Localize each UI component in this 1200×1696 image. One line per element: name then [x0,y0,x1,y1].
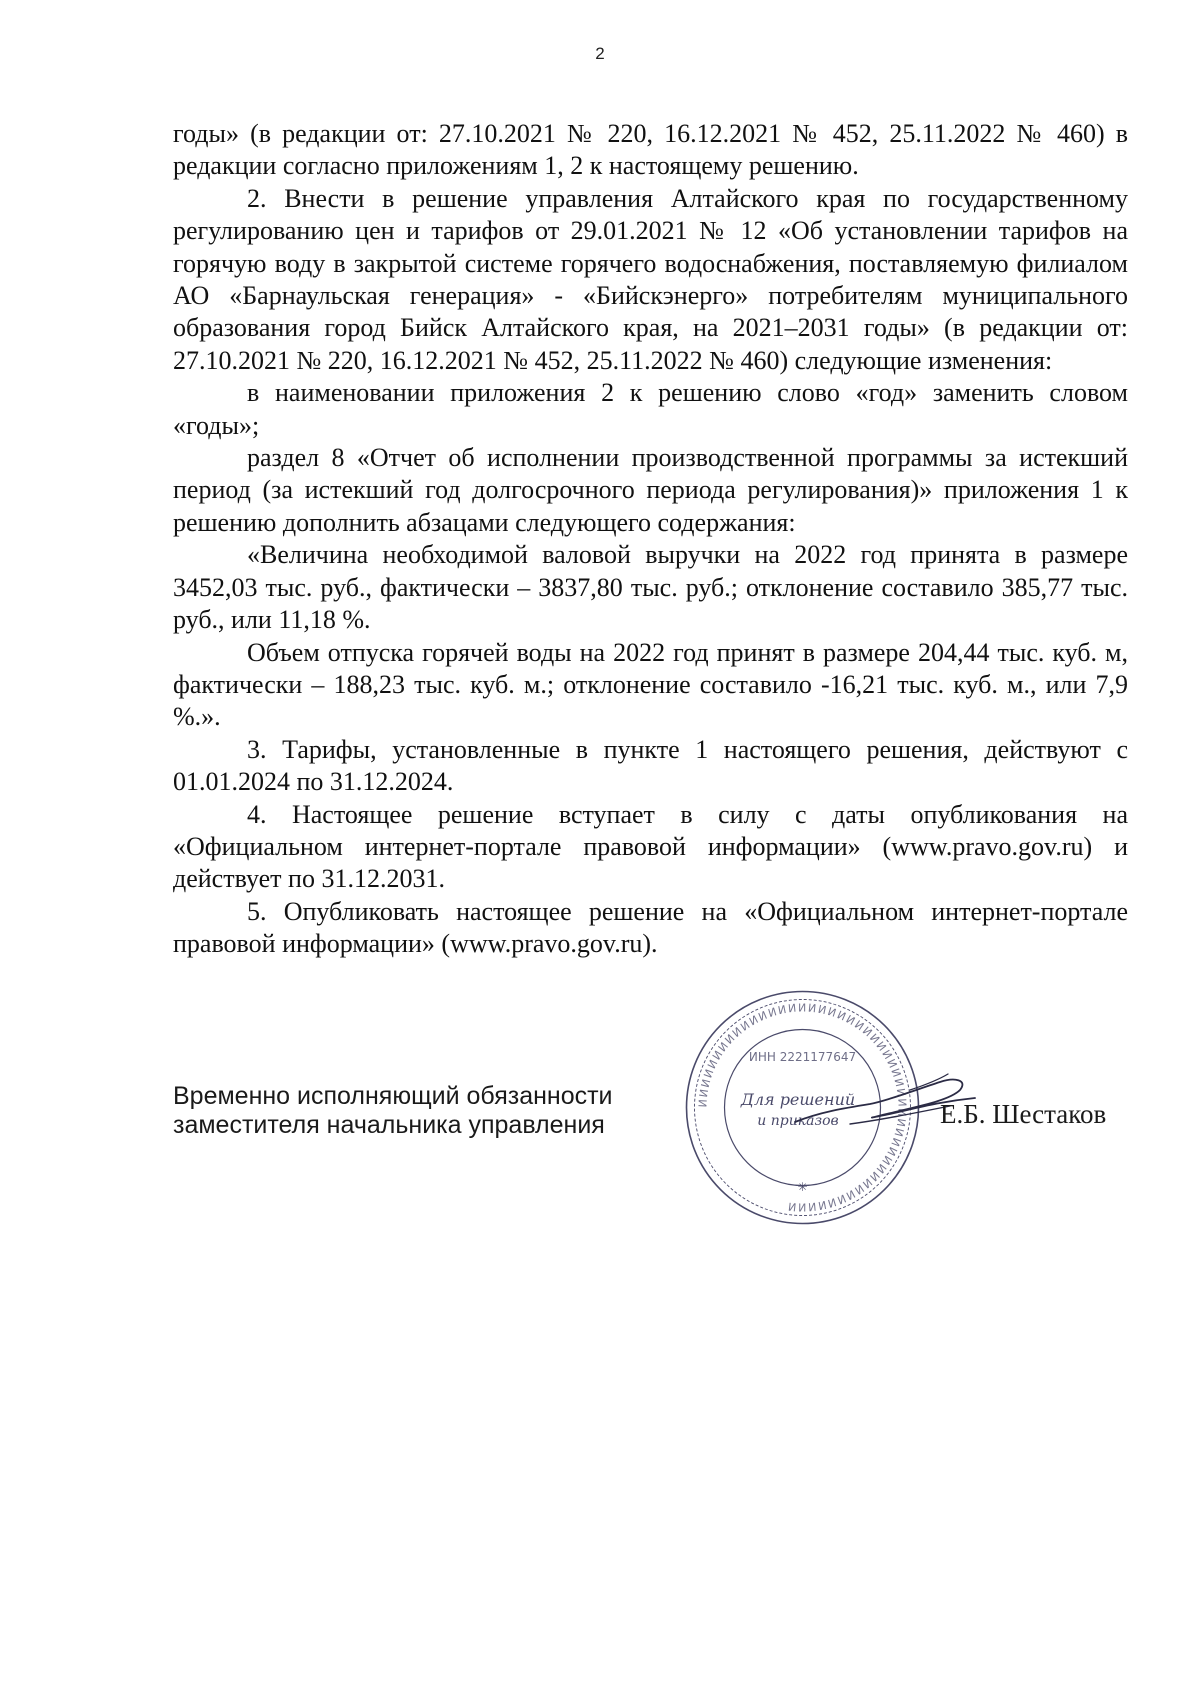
paragraph-item-3: 3. Тарифы, установленные в пункте 1 настоящего решения, действуют с 01.01.2024 по 31.12.2024. [173,734,1128,797]
svg-text:✳: ✳ [797,1180,808,1194]
paragraph-item-4: 4. Настоящее решение вступает в силу с даты опубликования на «Официальном интернет-портале правовой информации» (www.pravo.gov.ru) и действует по 31.12.2031. [173,799,1128,894]
document-body [173,118,1128,961]
stamp-text-line1: Для решений [740,1090,856,1109]
stamp-text-line2: и приказов [757,1113,839,1129]
paragraph-amendment-section: раздел 8 «Отчет об исполнении производственной программы за истекший период (за истекший год долгосрочного периода регулирования)» приложения 1 к решению дополнить абзацами следующего содержания: [173,443,1128,537]
signatory-position-line2: заместителя начальника управления [173,1111,605,1139]
paragraph-item-5: 5. Опубликовать настоящее решение на «Официальном интернет-портале правовой информации» (www.pravo.gov.ru). [173,896,1128,959]
page-number: 2 [595,44,605,63]
paragraph-volume: Объем отпуска горячей воды на 2022 год принят в размере 204,44 тыс. куб. м, фактически – 188,23 тыс. куб. м.; отклонение составило -16,21 тыс. куб. м., или 7,9 %.». [173,637,1128,732]
paragraph-item-2: 2. Внести в решение управления Алтайского края по государственному регулированию цен и тарифов от 29.01.2021 № 12 «Об установлении тарифов на горячую воду в закрытой системе горячего водоснабжения, поставляемую филиалом АО «Барнаульская генерация» - «Бийскэнерго» потребителям муниципального образования город Бийск Алтайского края, на 2021–2031 годы» (в редакции от: 27.10.2021 № 220, 16.12.2021 № 452, 25.11.2022 № 460) следующие изменения: [173,183,1128,375]
signatory-position-line1: Временно исполняющий обязанности [173,1082,613,1110]
paragraph-continuation: годы» (в редакции от: 27.10.2021 № 220, 16.12.2021 № 452, 25.11.2022 № 460) в редакции согласно приложениям 1, 2 к настоящему решению. [173,119,1128,181]
svg-text:ИИИИИИИИИИИИИИИИИИИИИИИИИИИИИИ: ИИИИИИИИИИИИИИИИИИИИИИИИИИИИИИИИИИИИИИИИИИИИИИИИ [696,1001,909,1214]
signatory-position [173,1082,613,1140]
signatory-name: Е.Б. Шестаков [940,1099,1107,1129]
paragraph-amendment-title: в наименовании приложения 2 к решению слово «год» заменить словом «годы»; [173,378,1128,440]
stamp-inn: ИНН 2221177647 [748,1050,857,1064]
paragraph-revenue: «Величина необходимой валовой выручки на 2022 год принята в размере 3452,03 тыс. руб., фактически – 3837,80 тыс. руб.; отклонение составило 385,77 тыс. руб., или 11,18 %. [173,540,1128,635]
